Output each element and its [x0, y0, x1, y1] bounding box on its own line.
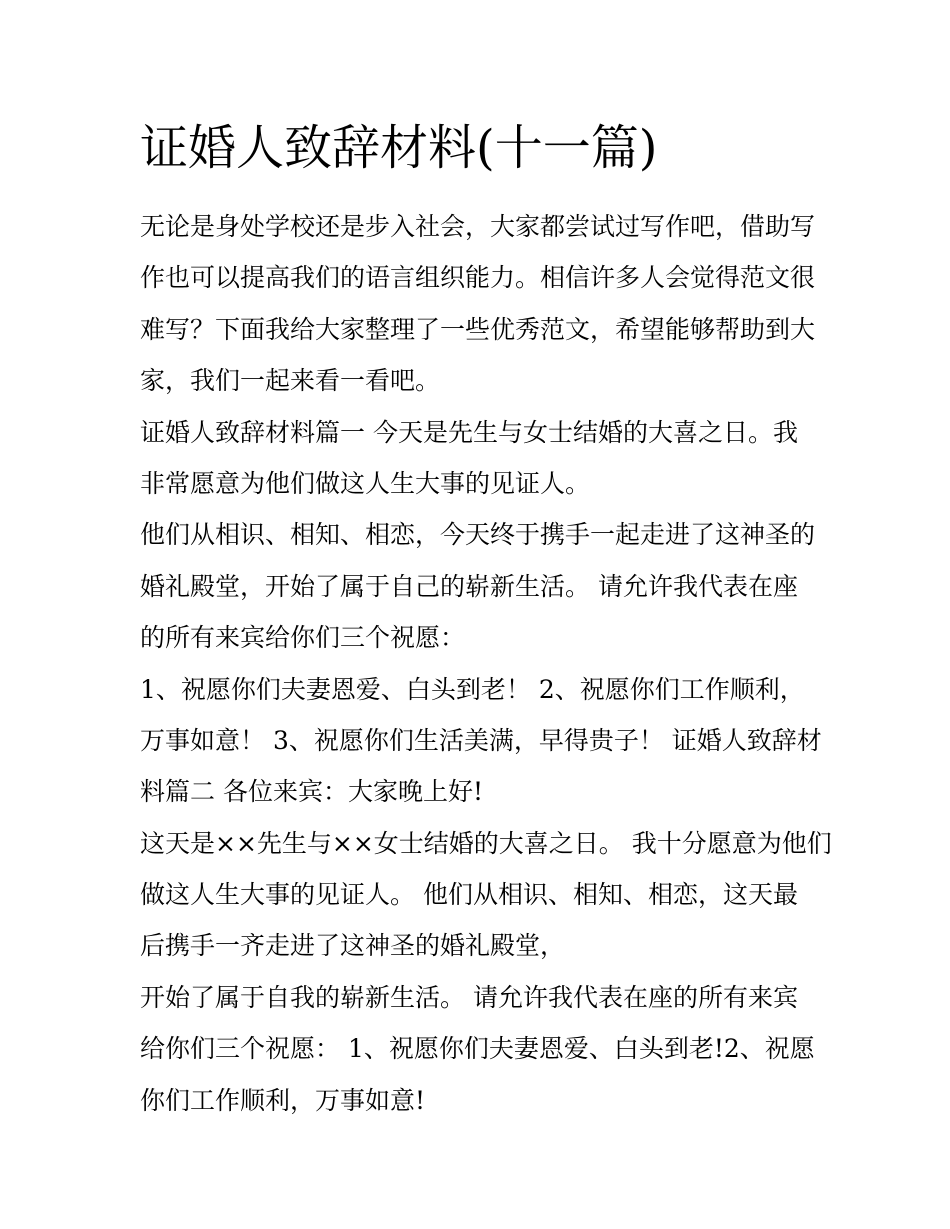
body-line: 料篇二 各位来宾：大家晚上好!: [140, 777, 483, 807]
body-line: 家，我们一起来看一看吧。: [140, 366, 441, 396]
body-line: 难写？下面我给大家整理了一些优秀范文，希望能够帮助到大: [140, 314, 816, 344]
body-line: 给你们三个祝愿： 1、祝愿你们夫妻恩爱、白头到老!2、祝愿: [140, 1034, 815, 1064]
document-title: 证婚人致辞材料(十一篇): [140, 120, 658, 176]
body-line: 非常愿意为他们做这人生大事的见证人。: [140, 468, 591, 498]
body-line: 后携手一齐走进了这神圣的婚礼殿堂，: [140, 931, 566, 961]
body-line: 婚礼殿堂，开始了属于自己的崭新生活。 请允许我代表在座: [140, 571, 798, 601]
body-line: 这天是××先生与××女士结婚的大喜之日。 我十分愿意为他们: [140, 828, 832, 858]
body-line: 你们工作顺利，万事如意!: [140, 1085, 426, 1115]
document-body: [140, 201, 832, 1126]
body-line: 万事如意！ 3、祝愿你们生活美满，早得贵子！ 证婚人致辞材: [140, 725, 822, 755]
body-line: 他们从相识、相知、相恋，今天终于携手一起走进了这神圣的: [140, 520, 816, 550]
body-line: 做这人生大事的见证人。 他们从相识、相知、相恋，这天最: [140, 880, 798, 910]
body-line: 的所有来宾给你们三个祝愿：: [140, 623, 466, 653]
body-line: 证婚人致辞材料篇一 今天是先生与女士结婚的大喜之日。我: [140, 417, 798, 447]
body-line: 无论是身处学校还是步入社会，大家都尝试过写作吧，借助写: [140, 212, 816, 241]
body-line: 1、祝愿你们夫妻恩爱、白头到老！ 2、祝愿你们工作顺利，: [140, 674, 805, 704]
body-line: 作也可以提高我们的语言组织能力。相信许多人会觉得范文很: [140, 263, 816, 293]
body-line: 开始了属于自我的崭新生活。 请允许我代表在座的所有来宾: [140, 982, 798, 1012]
